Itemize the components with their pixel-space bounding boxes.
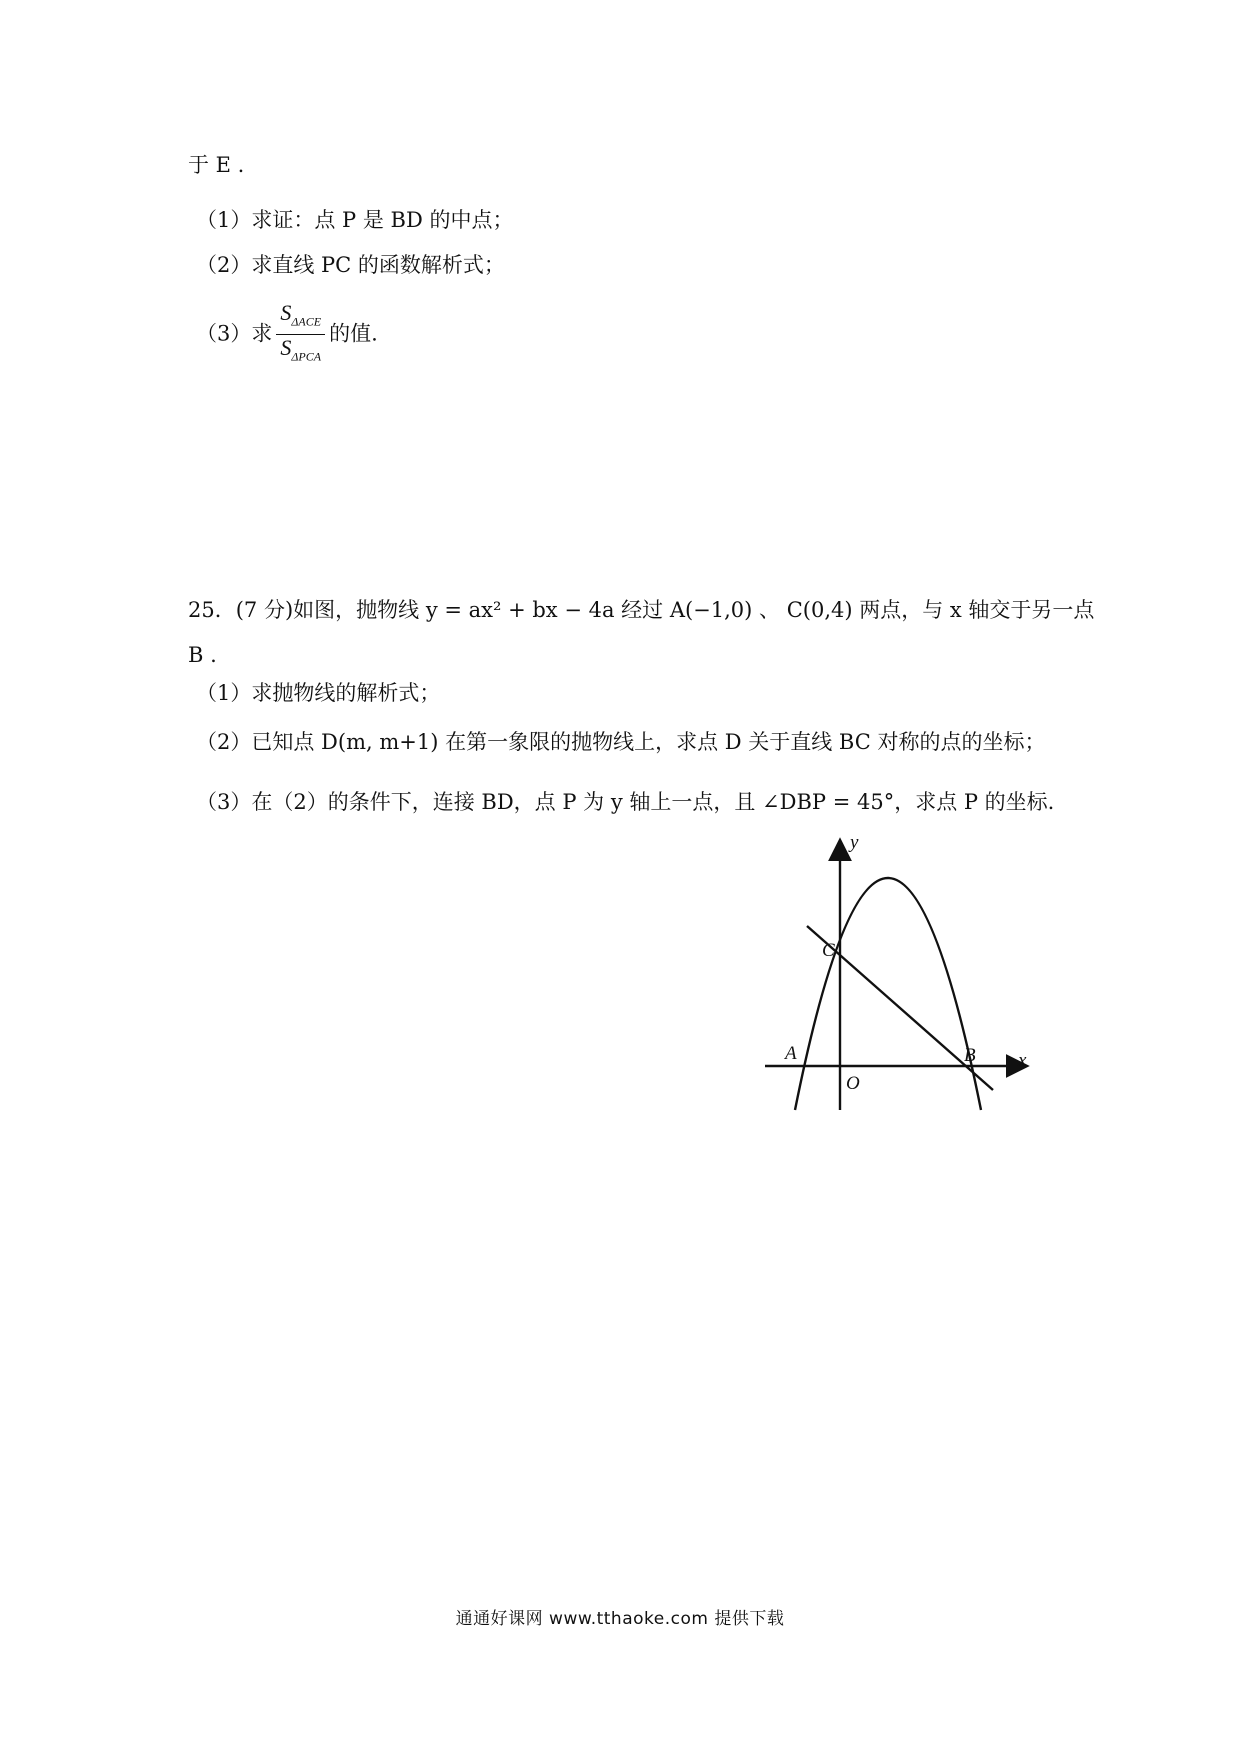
question-25-stem: 25．(7 分)如图，抛物线 y = ax² + bx − 4a 经过 A(−1,0) 、 C(0,4) 两点，与 x 轴交于另一点 [188, 598, 1095, 622]
page-footer: 通通好课网 www.tthaoke.com 提供下载 [455, 1609, 785, 1629]
question-continuation: 于 E . [188, 153, 245, 177]
point-c-label: C [822, 940, 835, 961]
fraction-numerator: $S_{\Delta ACE}$ [276, 300, 325, 335]
area-ratio-fraction [276, 300, 325, 370]
parabola-figure [750, 828, 1080, 1118]
question-25-stem-cont: B . [188, 643, 217, 667]
part3-prefix: （3）求 [196, 321, 273, 346]
question-part-2: （2）求直线 PC 的函数解析式； [196, 253, 505, 277]
question-25-part-2: （2）已知点 D(m, m+1) 在第一象限的抛物线上，求点 D 关于直线 BC 对称的点的坐标； [196, 730, 1046, 754]
point-b-label: B [964, 1045, 976, 1066]
part3-suffix: 的值. [329, 321, 378, 346]
question-part-3 [196, 300, 378, 370]
fraction-denominator: $S_{\Delta PCA}$ [280, 335, 322, 364]
question-25-part-3: （3）在（2）的条件下，连接 BD，点 P 为 y 轴上一点，且 ∠DBP = 45°，求点 P 的坐标. [196, 790, 1055, 814]
parabola-curve [795, 878, 981, 1110]
y-axis-label: y [850, 832, 859, 853]
question-part-1: （1）求证：点 P 是 BD 的中点； [196, 208, 514, 232]
numerator-subscript: ΔACE [291, 314, 322, 329]
origin-label: O [846, 1073, 860, 1094]
denominator-subscript: ΔPCA [291, 349, 322, 364]
question-25-part-1: （1）求抛物线的解析式； [196, 681, 441, 705]
x-axis-label: x [1018, 1050, 1027, 1071]
point-a-label: A [785, 1043, 797, 1064]
